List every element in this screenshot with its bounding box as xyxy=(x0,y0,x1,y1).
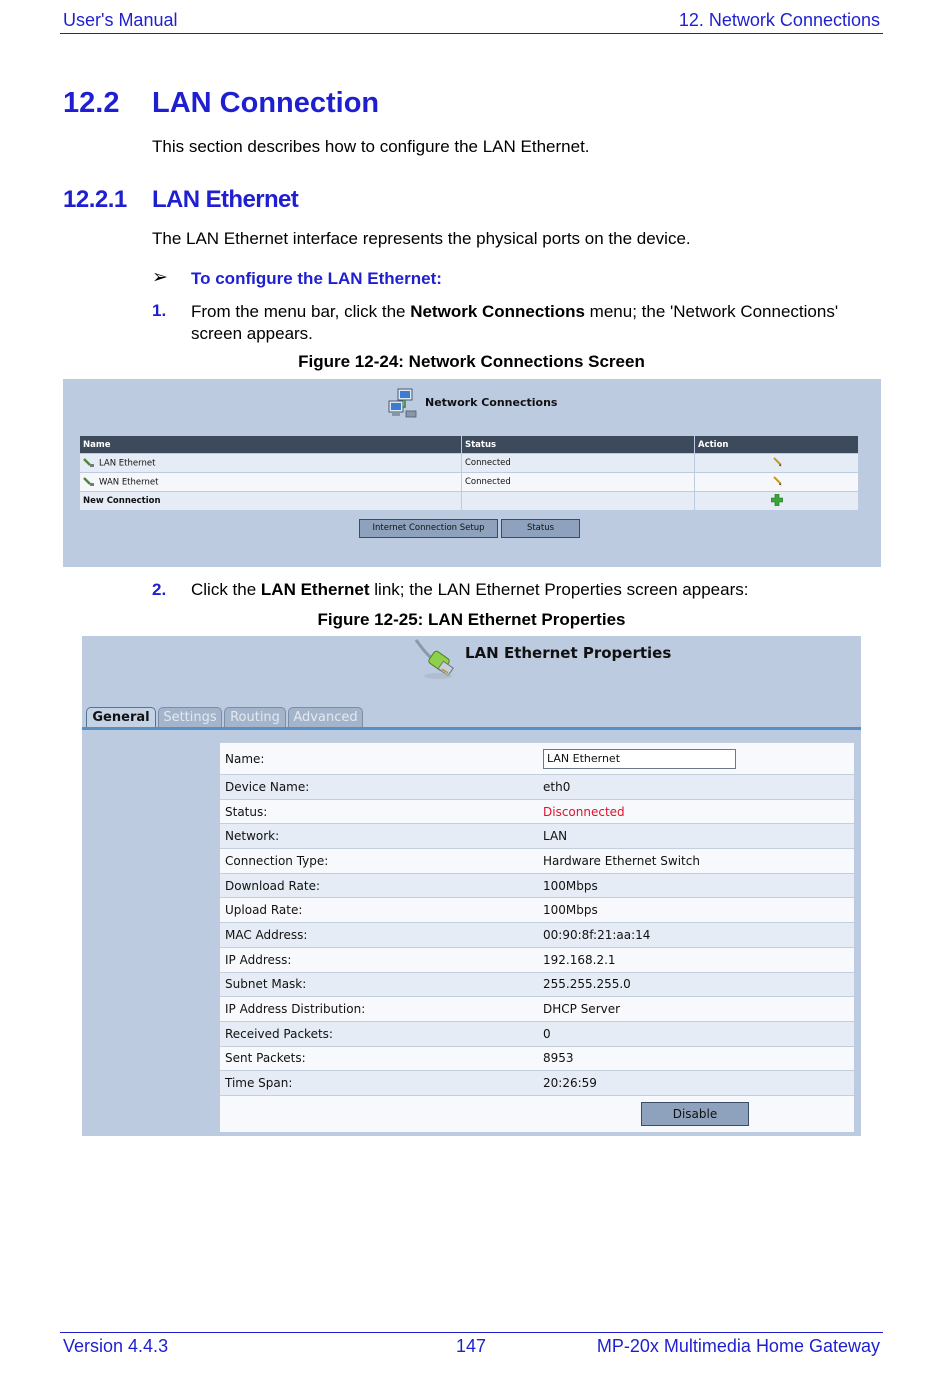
subsection-number: 12.2.1 xyxy=(63,186,127,213)
header-rule xyxy=(60,33,883,34)
table-row xyxy=(80,473,859,492)
property-label: Network: xyxy=(220,824,538,849)
table-row xyxy=(220,972,854,997)
property-label: Download Rate: xyxy=(220,873,538,898)
footer-rule xyxy=(60,1332,883,1333)
edit-pencil-icon[interactable] xyxy=(772,457,782,467)
connection-status: Connected xyxy=(462,454,695,473)
footer-page-number: 147 xyxy=(456,1336,487,1356)
button-cell xyxy=(538,1095,854,1132)
step-1-number: 1. xyxy=(152,301,167,320)
property-label: Name: xyxy=(220,743,538,775)
connection-status: Connected xyxy=(462,473,695,492)
header-manual-title: User's Manual xyxy=(63,10,178,30)
procedure-title: To configure the LAN Ethernet: xyxy=(191,269,442,288)
network-computers-icon xyxy=(386,387,420,421)
procedure-arrow-icon: ➢ xyxy=(152,267,168,288)
status-value: Disconnected xyxy=(538,799,854,824)
property-label: Status: xyxy=(220,799,538,824)
property-value: DHCP Server xyxy=(538,997,854,1022)
tab-advanced[interactable]: Advanced xyxy=(288,707,363,728)
connection-name-cell[interactable] xyxy=(80,473,462,492)
property-value: 8953 xyxy=(538,1046,854,1071)
table-row xyxy=(220,824,854,849)
name-input[interactable]: LAN Ethernet xyxy=(543,749,736,769)
section-number: 12.2 xyxy=(63,87,120,119)
property-value: 100Mbps xyxy=(538,873,854,898)
step-1-bold: Network Connections xyxy=(410,302,585,321)
table-row xyxy=(220,1046,854,1071)
network-connections-title: Network Connections xyxy=(425,396,558,409)
tab-underline xyxy=(82,727,861,730)
table-row xyxy=(220,873,854,898)
new-connection-link[interactable]: New Connection xyxy=(80,492,462,511)
step-2-pre: Click the xyxy=(191,580,261,599)
figure-1-caption: Figure 12-24: Network Connections Screen xyxy=(298,352,645,371)
property-value: 192.168.2.1 xyxy=(538,947,854,972)
table-row xyxy=(220,898,854,923)
table-row xyxy=(220,849,854,874)
step-1-pre: From the menu bar, click the xyxy=(191,302,411,321)
property-label: Upload Rate: xyxy=(220,898,538,923)
table-row xyxy=(220,947,854,972)
internet-connection-setup-button[interactable]: Internet Connection Setup xyxy=(359,519,498,538)
step-2-post: link; the LAN Ethernet Properties screen appears: xyxy=(369,580,749,599)
properties-table xyxy=(220,742,854,1132)
table-row xyxy=(220,799,854,824)
property-label: Subnet Mask: xyxy=(220,972,538,997)
wan-ethernet-link[interactable]: WAN Ethernet xyxy=(99,477,159,488)
add-plus-icon[interactable] xyxy=(771,494,783,506)
connection-name-cell[interactable] xyxy=(80,454,462,473)
step-1-post: menu; the 'Network Connections' screen appears. xyxy=(191,302,839,343)
action-cell[interactable] xyxy=(695,473,859,492)
lan-ethernet-link[interactable]: LAN Ethernet xyxy=(99,458,156,469)
property-value: 0 xyxy=(538,1021,854,1046)
property-value: LAN xyxy=(538,824,854,849)
property-label: MAC Address: xyxy=(220,923,538,948)
footer-product-name: MP-20x Multimedia Home Gateway xyxy=(596,1336,880,1356)
table-row xyxy=(220,775,854,800)
step-1-text xyxy=(191,301,891,345)
step-2-text xyxy=(191,580,748,600)
table-row xyxy=(220,997,854,1022)
tab-settings[interactable]: Settings xyxy=(158,707,222,728)
section-intro: This section describes how to configure the LAN Ethernet. xyxy=(152,137,590,156)
footer-version: Version 4.4.3 xyxy=(63,1336,169,1356)
header-chapter-title: 12. Network Connections xyxy=(678,10,880,30)
table-row xyxy=(220,1021,854,1046)
disable-button[interactable]: Disable xyxy=(641,1102,749,1126)
action-cell[interactable] xyxy=(695,454,859,473)
col-status-header: Status xyxy=(462,436,695,454)
subsection-title: LAN Ethernet xyxy=(152,186,299,213)
tab-routing[interactable]: Routing xyxy=(224,707,286,728)
status-button[interactable]: Status xyxy=(501,519,580,538)
property-label: Time Span: xyxy=(220,1071,538,1096)
figure-2-caption: Figure 12-25: LAN Ethernet Properties xyxy=(317,610,626,629)
table-row xyxy=(80,492,859,511)
property-value: 100Mbps xyxy=(538,898,854,923)
table-row xyxy=(80,454,859,473)
table-row xyxy=(220,743,854,775)
property-value: Hardware Ethernet Switch xyxy=(538,849,854,874)
property-label: IP Address Distribution: xyxy=(220,997,538,1022)
table-row xyxy=(220,1095,854,1132)
lan-ethernet-properties-screenshot xyxy=(82,636,861,1136)
table-row xyxy=(220,923,854,948)
network-connections-screenshot xyxy=(63,379,881,567)
property-label: Received Packets: xyxy=(220,1021,538,1046)
step-2-number: 2. xyxy=(152,580,167,599)
property-label: Device Name: xyxy=(220,775,538,800)
property-label: Connection Type: xyxy=(220,849,538,874)
connections-table xyxy=(79,435,859,511)
col-action-header: Action xyxy=(695,436,859,454)
step-2-bold: LAN Ethernet xyxy=(260,580,370,599)
tab-general[interactable]: General xyxy=(86,707,156,728)
connection-status xyxy=(462,492,695,511)
property-label: Sent Packets: xyxy=(220,1046,538,1071)
ethernet-cable-icon xyxy=(412,638,460,680)
empty-cell xyxy=(220,1095,538,1132)
section-title: LAN Connection xyxy=(152,87,380,119)
property-value: 00:90:8f:21:aa:14 xyxy=(538,923,854,948)
ethernet-plug-icon xyxy=(83,458,95,468)
property-value xyxy=(538,743,854,775)
property-value: 255.255.255.0 xyxy=(538,972,854,997)
action-cell[interactable] xyxy=(695,492,859,511)
lan-ethernet-properties-title: LAN Ethernet Properties xyxy=(465,644,672,662)
property-value: eth0 xyxy=(538,775,854,800)
property-value: 20:26:59 xyxy=(538,1071,854,1096)
table-row xyxy=(220,1071,854,1096)
col-name-header: Name xyxy=(80,436,462,454)
edit-pencil-icon[interactable] xyxy=(772,476,782,486)
subsection-intro: The LAN Ethernet interface represents the physical ports on the device. xyxy=(152,229,691,248)
property-label: IP Address: xyxy=(220,947,538,972)
ethernet-plug-icon xyxy=(83,477,95,487)
